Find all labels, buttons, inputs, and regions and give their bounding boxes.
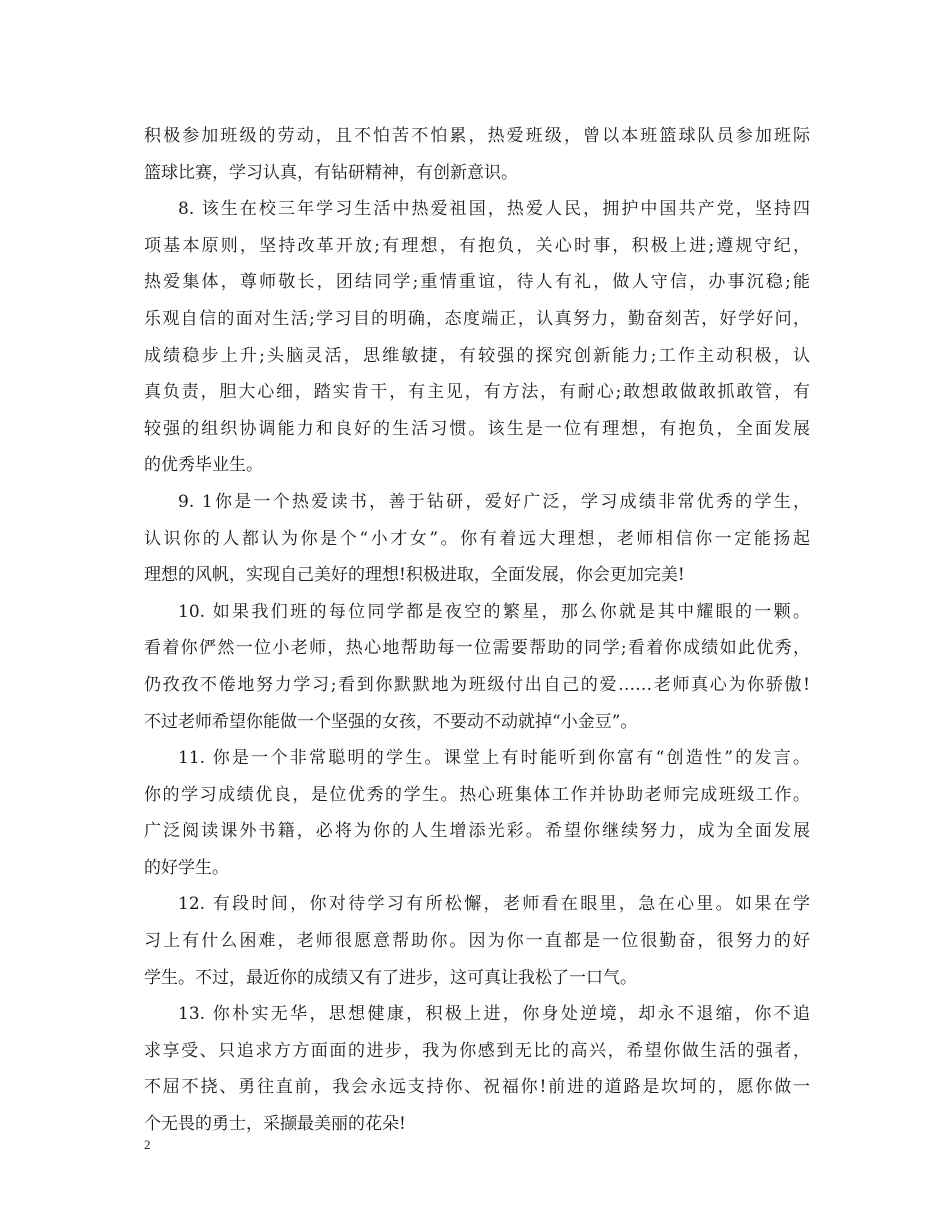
text-line: 11. 你是一个非常聪明的学生。课堂上有时能听到你富有“创造性”的发言。 xyxy=(178,748,810,769)
paragraph xyxy=(144,191,810,484)
text-line: 8. 该生在校三年学习生活中热爱祖国，热爱人民，拥护中国共产党，坚持四 xyxy=(178,199,810,220)
text-line: 认识你的人都认为你是个“小才女”。你有着远大理想，老师相信你一定能扬起 xyxy=(144,528,810,549)
text-line: 求享受、只追求方方面面的进步，我为你感到无比的高兴，希望你做生活的强者， xyxy=(144,1040,810,1061)
paragraph xyxy=(144,484,810,594)
text-line: 较强的组织协调能力和良好的生活习惯。该生是一位有理想，有抱负，全面发展 xyxy=(144,418,810,439)
page-number: 2 xyxy=(144,1137,151,1152)
paragraph xyxy=(144,594,810,740)
text-line: 广泛阅读课外书籍，必将为你的人生增添光彩。希望你继续努力，成为全面发展 xyxy=(144,821,810,842)
text-line: 9. 1你是一个热爱读书，善于钻研，爱好广泛，学习成绩非常优秀的学生， xyxy=(178,491,810,512)
text-line: 10. 如果我们班的每位同学都是夜空的繁星，那么你就是其中耀眼的一颗。 xyxy=(178,601,810,622)
paragraph xyxy=(144,996,810,1142)
text-line: 篮球比赛，学习认真，有钻研精神，有创新意识。 xyxy=(144,162,518,183)
text-line: 项基本原则，坚持改革开放;有理想，有抱负，关心时事，积极上进;遵规守纪， xyxy=(144,235,810,256)
text-line: 你的学习成绩优良，是位优秀的学生。热心班集体工作并协助老师完成班级工作。 xyxy=(144,784,810,805)
text-line: 不屈不挠、勇往直前，我会永远支持你、祝福你!前进的道路是坎坷的，愿你做一 xyxy=(144,1077,810,1098)
text-line: 乐观自信的面对生活;学习目的明确，态度端正，认真努力，勤奋刻苦，好学好问， xyxy=(144,308,810,329)
text-line: 热爱集体，尊师敬长，团结同学;重情重谊，待人有礼，做人守信，办事沉稳;能 xyxy=(144,272,810,293)
text-line: 仍孜孜不倦地努力学习;看到你默默地为班级付出自己的爱……老师真心为你骄傲! xyxy=(144,674,810,695)
text-line: 成绩稳步上升;头脑灵活，思维敏捷，有较强的探究创新能力;工作主动积极，认 xyxy=(144,345,810,366)
text-line: 的好学生。 xyxy=(144,857,229,878)
text-line: 的优秀毕业生。 xyxy=(144,455,263,476)
text-line: 不过老师希望你能做一个坚强的女孩，不要动不动就掉“小金豆”。 xyxy=(144,711,638,732)
text-line: 13. 你朴实无华，思想健康，积极上进，你身处逆境，却永不退缩，你不追 xyxy=(178,1004,810,1025)
text-line: 看着你俨然一位小老师，热心地帮助每一位需要帮助的同学;看着你成绩如此优秀， xyxy=(144,638,810,659)
paragraph xyxy=(144,740,810,886)
paragraph xyxy=(144,118,810,191)
text-line: 12. 有段时间，你对待学习有所松懈，老师看在眼里，急在心里。如果在学 xyxy=(178,894,810,915)
paragraph xyxy=(144,886,810,996)
text-line: 真负责，胆大心细，踏实肯干，有主见，有方法，有耐心;敢想敢做敢抓敢管，有 xyxy=(144,382,810,403)
text-line: 个无畏的勇士，采撷最美丽的花朵! xyxy=(144,1114,406,1135)
text-line: 积极参加班级的劳动，且不怕苦不怕累，热爱班级，曾以本班篮球队员参加班际 xyxy=(144,126,810,146)
text-line: 理想的风帆，实现自己美好的理想!积极进取，全面发展，你会更加完美! xyxy=(144,565,685,586)
document-body xyxy=(144,118,810,1143)
text-line: 习上有什么困难，老师很愿意帮助你。因为你一直都是一位很勤奋，很努力的好 xyxy=(144,931,810,952)
text-line: 学生。不过，最近你的成绩又有了进步，这可真让我松了一口气。 xyxy=(144,967,637,988)
